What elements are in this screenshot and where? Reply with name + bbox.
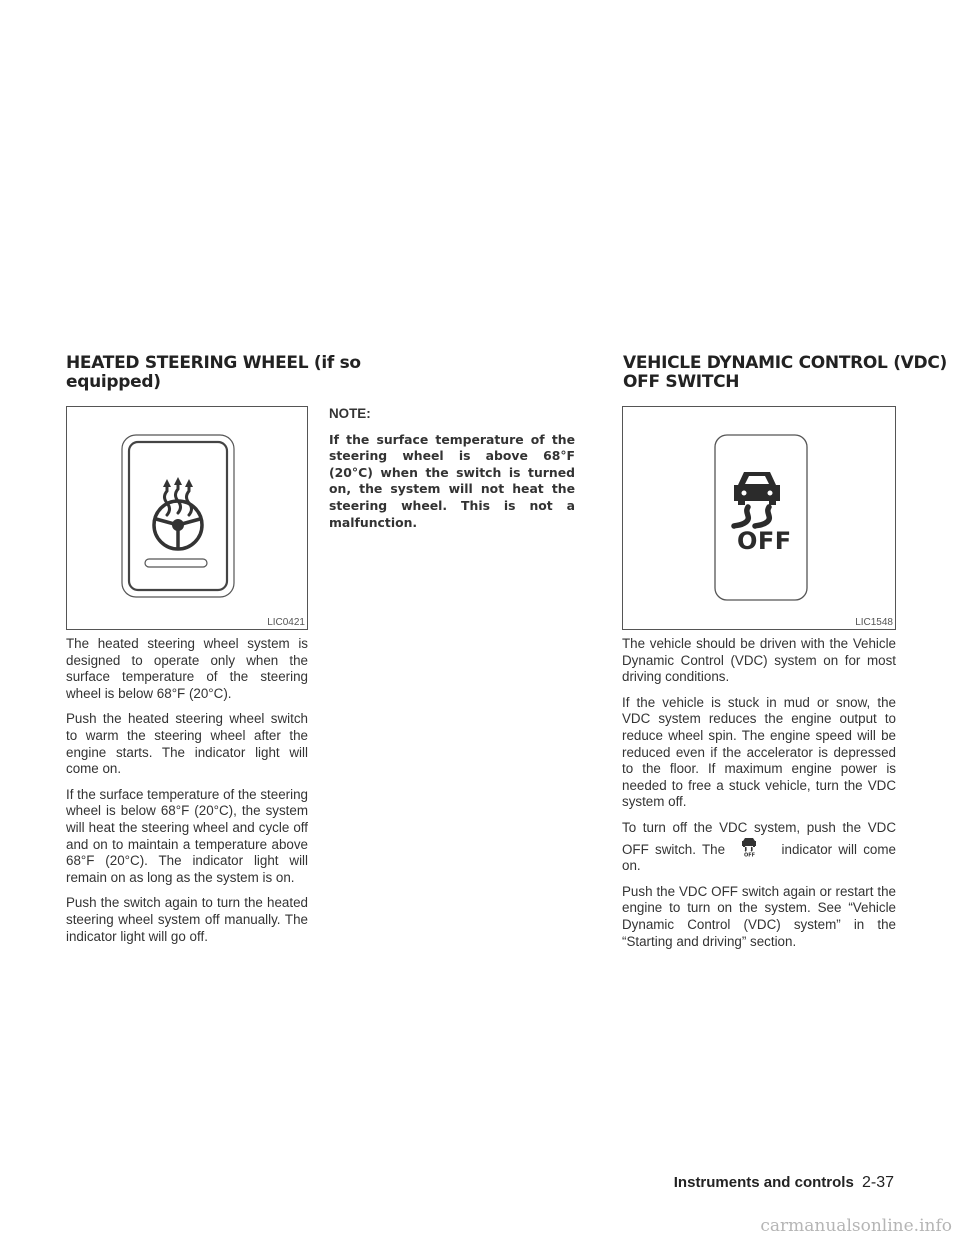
heated-steering-heading: HEATED STEERING WHEEL (if so equipped): [66, 353, 361, 392]
paragraph: The vehicle should be driven with the Vehicle Dynamic Control (VDC) system on for most driving conditions.: [622, 636, 896, 685]
right-text-column: [622, 636, 896, 959]
paragraph: If the vehicle is stuck in mud or snow, the VDC system reduces the engine output to reduce wheel spin. The engine speed will be reduced even if the accelerator is depressed to the floor. If maximum engine power is needed to free a stuck vehicle, turn the VDC system off.: [622, 694, 896, 810]
page-number: 2-37: [861, 1174, 894, 1191]
vdc-off-icon: [623, 407, 895, 629]
page-footer: [674, 1174, 894, 1192]
paragraph: Push the VDC OFF switch again or restart the engine to turn on the system. See “Vehicle Dynamic Control (VDC) system” in the “Starting and driving” section.: [622, 883, 896, 949]
left-text-column: [66, 636, 308, 954]
paragraph: If the surface temperature of the steering wheel is below 68°F (20°C), the system will heat the steering wheel and cycle off and on to maintain a temperature above 68°F (20°C). The indicator light will remain on as long as the system is on.: [66, 786, 308, 885]
off-label: OFF: [737, 527, 792, 555]
figure-label: LIC0421: [267, 617, 305, 628]
turn-off-text: To turn off the VDC system, push the VDC OFF switch. The: [622, 819, 896, 857]
heated-steering-figure: [66, 406, 308, 630]
paragraph: The heated steering wheel system is designed to operate only when the surface temperature of the steering wheel is below 68°F (20°C).: [66, 636, 308, 701]
paragraph: Push the heated steering wheel switch to warm the steering wheel after the engine starts. The indicator light will come on.: [66, 711, 308, 777]
watermark: carmanualsonline.info: [760, 1216, 952, 1236]
turn-off-text-end: indicator will come on.: [622, 841, 896, 874]
note-title: NOTE:: [329, 406, 371, 421]
note-column: [329, 406, 575, 540]
note-body: If the surface temperature of the steering wheel is above 68°F (20°C) when the switch is turned on, the system will not heat the steering wheel. This is not a malfunction.: [329, 431, 575, 530]
vdc-switch-figure: [622, 406, 896, 630]
vdc-heading: VEHICLE DYNAMIC CONTROL (VDC) OFF SWITCH: [623, 353, 947, 392]
figure-label: LIC1548: [855, 617, 893, 628]
inline-off-text: OFF: [744, 852, 756, 857]
section-title: Instruments and controls: [673, 1174, 854, 1191]
vdc-off-indicator-icon: [735, 837, 763, 855]
heated-steering-wheel-icon: [67, 407, 307, 629]
paragraph-with-icon: [622, 820, 896, 875]
paragraph: Push the switch again to turn the heated steering wheel system off manually. The indicator light will go off.: [66, 895, 308, 944]
